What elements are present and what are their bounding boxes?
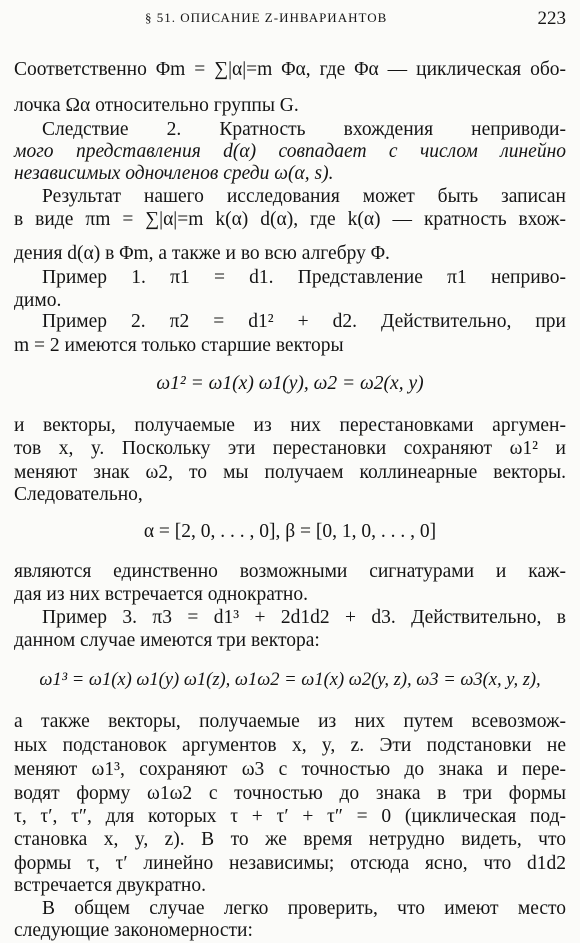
text-line: τ, τ′, τ″, для которых τ + τ′ + τ″ = 0 (циклическая под-	[14, 806, 566, 827]
text-line: тов x, y. Поскольку эти перестановки сохраняют ω1² и	[14, 438, 566, 459]
text-line: формы τ, τ′ линейно независимы; отсюда ясно, что d1d2	[14, 853, 566, 874]
text-line: меняют знак ω2, то мы получаем коллинеарные векторы.	[14, 462, 566, 483]
formula-line: ω1² = ω1(x) ω1(y), ω2 = ω2(x, y)	[156, 373, 424, 394]
text-line: данном случае имеются три вектора:	[14, 630, 320, 651]
text-line: дая из них встречается однократно.	[14, 584, 308, 605]
text-line: становка x, y, z). В то же время нетрудно видеть, что	[14, 829, 566, 850]
text-line: В общем случае легко проверить, что имеют место	[42, 898, 566, 919]
page-header	[0, 8, 580, 30]
text-line: димо.	[14, 290, 62, 311]
text-line: следующие закономерности:	[14, 920, 253, 941]
text-line: Следствие 2. Кратность вхождения неприводи-	[42, 119, 566, 140]
text-line: являются единственно возможными сигнатурами и каж-	[14, 561, 566, 582]
text-line: и векторы, получаемые из них перестановками аргумен-	[14, 415, 566, 436]
text-line: Пример 1. π1 = d1. Представление π1 неприво-	[42, 267, 566, 288]
text-line: Следовательно,	[14, 484, 143, 505]
text-line: лочка Ωα относительно группы G.	[14, 95, 299, 116]
text-line: Соответственно Φm = ∑|α|=m Φα, где Φα — циклическая обо-	[14, 59, 566, 80]
text-line: m = 2 имеются только старшие векторы	[14, 335, 344, 356]
text-line: меняют ω1³, сохраняют ω3 с точностью до знака и пере-	[14, 759, 566, 780]
page-number: 223	[537, 8, 566, 29]
text-line: Результат нашего исследования может быть записан	[42, 186, 566, 207]
text-line: независимых одночленов среди ω(α, s).	[14, 163, 334, 184]
text-line: в виде πm = ∑|α|=m k(α) d(α), где k(α) — кратность вхож-	[14, 209, 566, 230]
text-line: встречается двукратно.	[14, 875, 206, 896]
text-line: Пример 3. π3 = d1³ + 2d1d2 + d3. Действительно, в	[42, 607, 566, 628]
formula-line: ω1³ = ω1(x) ω1(y) ω1(z), ω1ω2 = ω1(x) ω2(y, z), ω3 = ω3(x, y, z),	[39, 670, 541, 690]
text-line: а также векторы, получаемые из них путем всевозмож-	[14, 711, 566, 732]
text-line: ных подстановок аргументов x, y, z. Эти подстановки не	[14, 735, 566, 756]
text-line: дения d(α) в Φm, а также и во всю алгебру Φ.	[14, 243, 390, 264]
formula-line: α = [2, 0, . . . , 0], β = [0, 1, 0, . . . , 0]	[143, 521, 437, 542]
text-line: водят форму ω1ω2 с точностью до знака в три формы	[14, 783, 566, 804]
running-head: § 51. ОПИСАНИЕ Z-ИНВАРИАНТОВ	[145, 10, 388, 25]
text-line: Пример 2. π2 = d1² + d2. Действительно, при	[42, 311, 566, 332]
text-line: мого представления d(α) совпадает с числом линейно	[14, 141, 566, 162]
